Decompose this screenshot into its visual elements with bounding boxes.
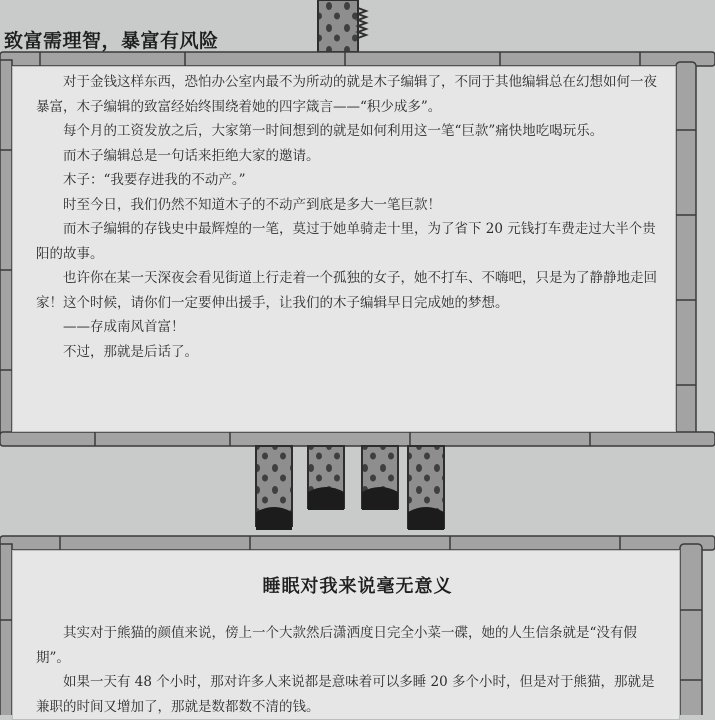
section2-title: 睡眠对我来说毫无意义 [262,576,453,597]
paragraph: 时至今日，我们仍然不知道木子的不动产到底是多大一笔巨款！ [63,196,441,213]
panel1-right-bamboo [676,62,696,438]
panel2-right-bamboo [680,544,702,715]
paragraph: 如果一天有 48 个小时，那对许多人来说都是意味着可以多睡 20 多个小时，但是对于熊猫，那就是兼职的时间又增加了，那就是数都数不清的钱。 [36,674,655,715]
paragraph: 而木子编辑的存钱史中最辉煌的一笔，莫过于她单骑走十里，为了省下 20 元钱打车费走过大半个贵阳的故事。 [36,221,656,262]
panel2-top-bamboo [0,536,715,550]
top-bamboo-stalk [318,0,366,52]
paragraph: 对于金钱这样东西，恐怕办公室内最不为所动的就是木子编辑了，不同于其他编辑总在幻想如何一夜暴富，木子编辑的致富经始终围绕着她的四字箴言——“积少成多”。 [36,74,657,115]
paragraph: 其实对于熊猫的颜值来说，傍上一个大款然后潇洒度日完全小菜一碟，她的人生信条就是“没有假期”。 [36,625,637,666]
paragraph: 也许你在某一天深夜会看见街道上行走着一个孤独的女子，她不打车、不嗨吧，只是为了静静地走回家！这个时候，请你们一定要伸出援手，让我们的木子编辑早日完成她的梦想。 [36,270,657,311]
section1-body [36,70,666,364]
panel1-left-bamboo [0,60,12,440]
panda-legs-illustration [256,446,444,530]
panel1-bottom-bamboo [0,432,715,446]
paragraph: 每个月的工资发放之后，大家第一时间想到的就是如何利用这一笔“巨款”痛快地吃喝玩乐。 [63,123,604,139]
paragraph: 木子：“我要存进我的不动产。” [63,172,246,188]
section1-title: 致富需理智，暴富有风险 [4,30,219,52]
section2-body [36,621,666,719]
paragraph: ——存成南风首富！ [63,319,185,335]
panel2-left-bamboo [0,544,12,715]
paragraph: 不过，那就是后话了。 [63,343,198,360]
panel1-top-bamboo [0,52,715,66]
paragraph: 而木子编辑总是一句话来拒绝大家的邀请。 [63,147,320,164]
